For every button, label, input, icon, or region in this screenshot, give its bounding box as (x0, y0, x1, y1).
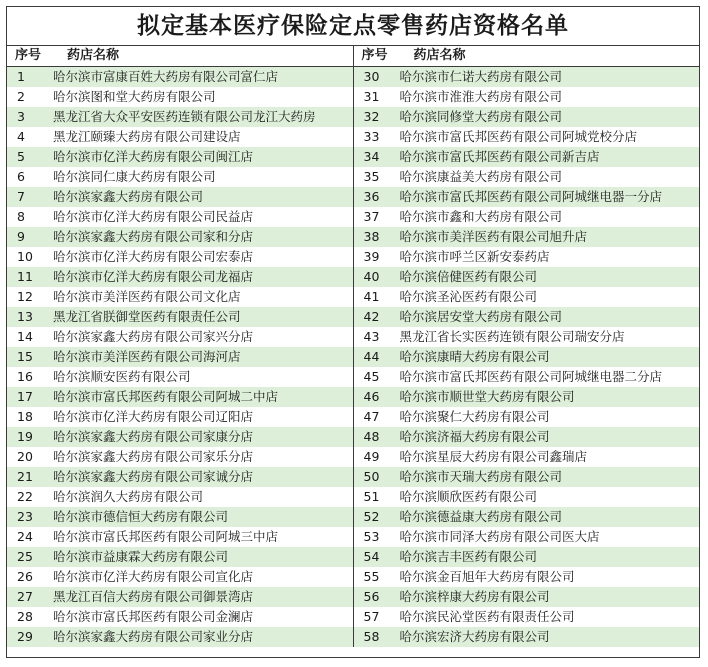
row-index: 2 (17, 89, 25, 104)
row-index: 12 (17, 289, 33, 304)
row-index: 57 (363, 609, 380, 624)
row-index: 8 (17, 209, 25, 224)
row-index: 44 (363, 349, 380, 364)
table-row (354, 567, 700, 587)
pharmacy-name: 哈尔滨市亿洋大药房有限公司辽阳店 (53, 409, 254, 424)
row-index: 51 (363, 489, 380, 504)
pharmacy-name: 哈尔滨市富康百姓大药房有限公司富仁店 (53, 69, 279, 84)
table-row (7, 327, 353, 347)
table-row (354, 347, 700, 367)
pharmacy-name: 哈尔滨润久大药房有限公司 (53, 489, 204, 504)
row-index: 13 (17, 309, 33, 324)
row-index: 43 (363, 329, 380, 344)
table-row (7, 127, 353, 147)
table-row (7, 147, 353, 167)
pharmacy-name: 哈尔滨康益美大药房有限公司 (399, 169, 563, 184)
row-index: 38 (363, 229, 380, 244)
table-row (7, 587, 353, 607)
left-column-header (7, 46, 353, 67)
row-index: 18 (17, 409, 33, 424)
row-index: 37 (363, 209, 380, 224)
row-index: 54 (363, 549, 380, 564)
table-row (354, 547, 700, 567)
row-index: 24 (17, 529, 33, 544)
table-row (7, 267, 353, 287)
row-index: 11 (17, 269, 33, 284)
pharmacy-name: 哈尔滨民沁堂医药有限责任公司 (399, 609, 575, 624)
table-row (354, 167, 700, 187)
table-row (7, 167, 353, 187)
table-row (7, 387, 353, 407)
table-row (354, 387, 700, 407)
pharmacy-name: 哈尔滨宏济大药房有限公司 (399, 629, 550, 644)
right-column (354, 46, 700, 647)
table-row (7, 287, 353, 307)
pharmacy-name: 哈尔滨济福大药房有限公司 (399, 429, 550, 444)
table-row (7, 187, 353, 207)
pharmacy-name: 哈尔滨顺欣医药有限公司 (399, 489, 538, 504)
table-row (7, 527, 353, 547)
table-row (354, 327, 700, 347)
pharmacy-name: 哈尔滨圣沁医药有限公司 (399, 289, 538, 304)
row-index: 31 (363, 89, 380, 104)
right-column-header (354, 46, 700, 67)
pharmacy-name: 黑龙江省长实医药连锁有限公司瑞安分店 (399, 329, 625, 344)
table-row (354, 247, 700, 267)
table-row (354, 67, 700, 87)
pharmacy-name: 哈尔滨金百旭年大药房有限公司 (399, 569, 575, 584)
pharmacy-name: 哈尔滨德益康大药房有限公司 (399, 509, 563, 524)
table-row (354, 607, 700, 627)
table-row (7, 507, 353, 527)
row-index: 9 (17, 229, 25, 244)
pharmacy-name: 哈尔滨市亿洋大药房有限公司宏泰店 (53, 249, 254, 264)
row-index: 35 (363, 169, 380, 184)
table-row (7, 87, 353, 107)
row-index: 36 (363, 189, 380, 204)
table-row (7, 607, 353, 627)
table-row (354, 107, 700, 127)
row-index: 6 (17, 169, 25, 184)
table-row (354, 127, 700, 147)
row-index: 34 (363, 149, 380, 164)
table-row (354, 447, 700, 467)
row-index: 53 (363, 529, 380, 544)
table-row (354, 227, 700, 247)
left-column (7, 46, 354, 647)
table-row (354, 187, 700, 207)
row-index: 55 (363, 569, 380, 584)
row-index: 16 (17, 369, 33, 384)
row-index: 42 (363, 309, 380, 324)
pharmacy-name: 哈尔滨家鑫大药房有限公司家业分店 (53, 629, 254, 644)
row-index: 4 (17, 129, 25, 144)
table-row (354, 407, 700, 427)
table-row (7, 467, 353, 487)
list-columns (7, 46, 699, 647)
table-row (7, 247, 353, 267)
pharmacy-name: 哈尔滨市富氏邦医药有限公司新吉店 (399, 149, 600, 164)
table-row (354, 487, 700, 507)
table-row (7, 627, 353, 647)
pharmacy-name: 哈尔滨市天瑞大药房有限公司 (399, 469, 563, 484)
table-row (354, 307, 700, 327)
pharmacy-name: 哈尔滨顺安医药有限公司 (53, 369, 191, 384)
pharmacy-name: 黑龙江省大众平安医药连锁有限公司龙江大药房 (53, 109, 316, 124)
row-index: 45 (363, 369, 380, 384)
pharmacy-name: 哈尔滨市富氏邦医药有限公司阿城继电器二分店 (399, 369, 663, 384)
row-index: 21 (17, 469, 33, 484)
pharmacy-name: 哈尔滨倍健医药有限公司 (399, 269, 538, 284)
pharmacy-name: 哈尔滨同仁康大药房有限公司 (53, 169, 216, 184)
table-row (354, 267, 700, 287)
pharmacy-name: 哈尔滨家鑫大药房有限公司家乐分店 (53, 449, 254, 464)
row-index: 52 (363, 509, 380, 524)
table-row (7, 307, 353, 327)
pharmacy-name: 哈尔滨市仁诺大药房有限公司 (399, 69, 563, 84)
row-index: 49 (363, 449, 380, 464)
row-index: 50 (363, 469, 380, 484)
left-rows (7, 67, 353, 647)
table-row (7, 487, 353, 507)
row-index: 27 (17, 589, 33, 604)
table-row (7, 107, 353, 127)
row-index: 46 (363, 389, 380, 404)
row-index: 33 (363, 129, 380, 144)
table-row (7, 427, 353, 447)
table-row (354, 627, 700, 647)
row-index: 56 (363, 589, 380, 604)
row-index: 30 (363, 69, 380, 84)
row-index: 40 (363, 269, 380, 284)
table-row (7, 447, 353, 467)
table-row (7, 407, 353, 427)
pharmacy-name: 哈尔滨康晴大药房有限公司 (399, 349, 550, 364)
row-index: 14 (17, 329, 33, 344)
table-row (354, 287, 700, 307)
table-row (7, 227, 353, 247)
row-index: 26 (17, 569, 33, 584)
pharmacy-name: 黑龙江百信大药房有限公司御景湾店 (53, 589, 254, 604)
pharmacy-name: 哈尔滨家鑫大药房有限公司家康分店 (53, 429, 254, 444)
row-index: 25 (17, 549, 33, 564)
row-index: 5 (17, 149, 25, 164)
row-index: 28 (17, 609, 33, 624)
row-index: 10 (17, 249, 33, 264)
table-row (354, 207, 700, 227)
table-row (354, 367, 700, 387)
pharmacy-name: 哈尔滨家鑫大药房有限公司家和分店 (53, 229, 254, 244)
pharmacy-name: 哈尔滨市益康霖大药房有限公司 (53, 549, 229, 564)
pharmacy-name: 哈尔滨家鑫大药房有限公司 (53, 189, 204, 204)
pharmacy-name: 哈尔滨居安堂大药房有限公司 (399, 309, 563, 324)
pharmacy-name: 黑龙江省朕御堂医药有限责任公司 (53, 309, 241, 324)
row-index: 17 (17, 389, 33, 404)
table-row (354, 507, 700, 527)
pharmacy-name: 哈尔滨市富氏邦医药有限公司金澜店 (53, 609, 254, 624)
row-index: 41 (363, 289, 380, 304)
table-row (7, 207, 353, 227)
index-header: 序号 (361, 48, 388, 63)
pharmacy-name: 哈尔滨市亿洋大药房有限公司闽江店 (53, 149, 254, 164)
name-header: 药店名称 (67, 48, 120, 63)
pharmacy-name: 哈尔滨市鑫和大药房有限公司 (399, 209, 563, 224)
index-header: 序号 (15, 48, 42, 63)
pharmacy-name: 哈尔滨图和堂大药房有限公司 (53, 89, 216, 104)
table-row (354, 527, 700, 547)
pharmacy-name: 哈尔滨聚仁大药房有限公司 (399, 409, 550, 424)
table-row (7, 567, 353, 587)
row-index: 20 (17, 449, 33, 464)
pharmacy-name: 哈尔滨家鑫大药房有限公司家诚分店 (53, 469, 254, 484)
table-row (354, 87, 700, 107)
row-index: 23 (17, 509, 33, 524)
pharmacy-name: 哈尔滨吉丰医药有限公司 (399, 549, 538, 564)
row-index: 3 (17, 109, 25, 124)
pharmacy-name: 哈尔滨市顺世堂大药房有限公司 (399, 389, 575, 404)
pharmacy-name: 黑龙江颐臻大药房有限公司建设店 (53, 129, 241, 144)
pharmacy-name: 哈尔滨市亿洋大药房有限公司龙福店 (53, 269, 254, 284)
row-index: 1 (17, 69, 25, 84)
pharmacy-name: 哈尔滨市亿洋大药房有限公司民益店 (53, 209, 254, 224)
pharmacy-name: 哈尔滨市富氏邦医药有限公司阿城继电器一分店 (399, 189, 663, 204)
pharmacy-name: 哈尔滨市淮淮大药房有限公司 (399, 89, 563, 104)
pharmacy-name: 哈尔滨市同泽大药房有限公司医大店 (399, 529, 600, 544)
pharmacy-name: 哈尔滨市美洋医药有限公司海河店 (53, 349, 241, 364)
pharmacy-name: 哈尔滨梓康大药房有限公司 (399, 589, 550, 604)
table-row (354, 427, 700, 447)
pharmacy-list-document (6, 6, 700, 658)
document-title: 拟定基本医疗保险定点零售药店资格名单 (7, 7, 699, 46)
right-rows (354, 67, 700, 647)
table-row (7, 547, 353, 567)
pharmacy-name: 哈尔滨市富氏邦医药有限公司阿城三中店 (53, 529, 279, 544)
row-index: 58 (363, 629, 380, 644)
pharmacy-name: 哈尔滨市富氏邦医药有限公司阿城党校分店 (399, 129, 638, 144)
table-row (7, 67, 353, 87)
table-row (7, 367, 353, 387)
pharmacy-name: 哈尔滨市美洋医药有限公司文化店 (53, 289, 241, 304)
pharmacy-name: 哈尔滨市德信恒大药房有限公司 (53, 509, 229, 524)
table-row (7, 347, 353, 367)
row-index: 15 (17, 349, 33, 364)
pharmacy-name: 哈尔滨市富氏邦医药有限公司阿城二中店 (53, 389, 279, 404)
row-index: 48 (363, 429, 380, 444)
row-index: 47 (363, 409, 380, 424)
row-index: 39 (363, 249, 380, 264)
row-index: 29 (17, 629, 33, 644)
row-index: 22 (17, 489, 33, 504)
table-row (354, 587, 700, 607)
pharmacy-name: 哈尔滨同修堂大药房有限公司 (399, 109, 563, 124)
pharmacy-name: 哈尔滨市亿洋大药房有限公司宣化店 (53, 569, 254, 584)
pharmacy-name: 哈尔滨市呼兰区新安泰药店 (399, 249, 550, 264)
row-index: 19 (17, 429, 33, 444)
row-index: 7 (17, 189, 25, 204)
pharmacy-name: 哈尔滨市美洋医药有限公司旭升店 (399, 229, 588, 244)
pharmacy-name: 哈尔滨家鑫大药房有限公司家兴分店 (53, 329, 254, 344)
table-row (354, 467, 700, 487)
table-row (354, 147, 700, 167)
pharmacy-name: 哈尔滨星辰大药房有限公司鑫瑞店 (399, 449, 588, 464)
name-header: 药店名称 (413, 48, 466, 63)
row-index: 32 (363, 109, 380, 124)
